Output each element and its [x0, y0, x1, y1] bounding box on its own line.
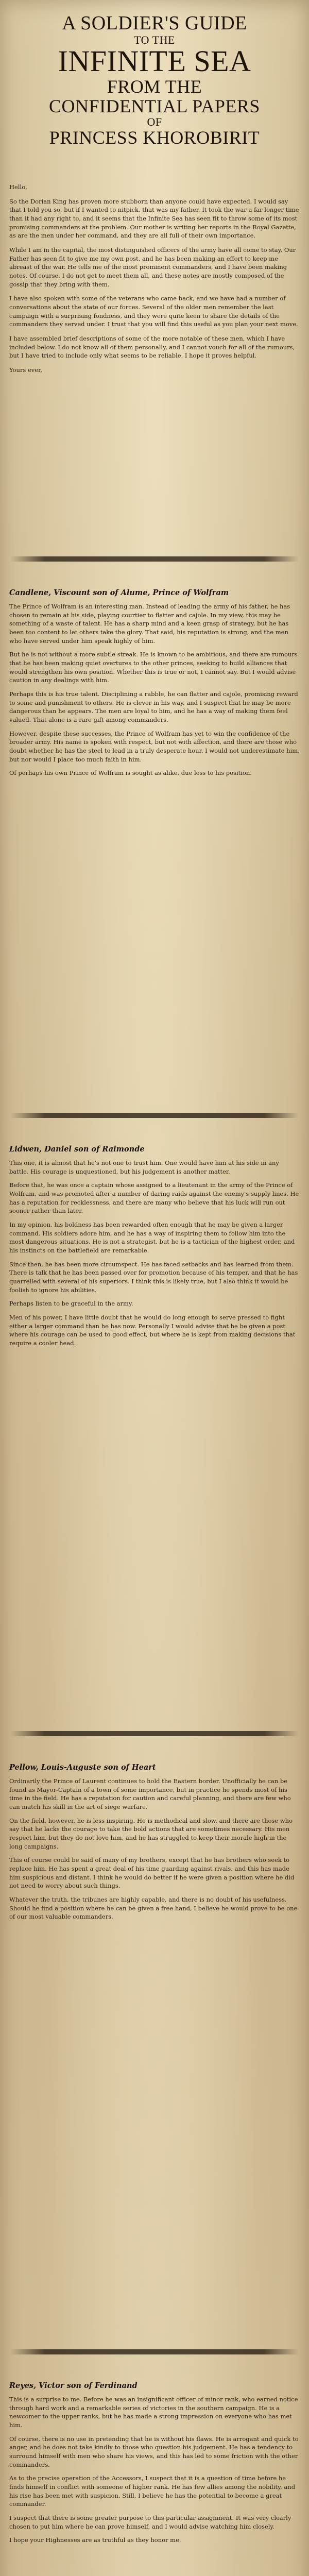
section-paragraph: Ordinarily the Prince of Laurent continues to hold the Eastern border. Unofficially he can be found as Mayor-Captain of a town of some importance, but in practice he spends most of his time in the field. He has a reputation for caution and careful planning, and there are few who can match his skill in the art of siege warfare. [9, 1777, 291, 1811]
section-paragraph: I suspect that there is some greater purpose to this particular assignment. It was very clearly chosen to put him where he can prove himself, and I would advise watching him closely. [9, 2514, 291, 2530]
intro-paragraph: So the Dorian King has proven more stubborn than anyone could have expected. I would say that I told you so, but if I wanted to nitpick, that was my father. It took the war a far longer time than it had any right to, and it seems that the Infinite Sea has seen fit to throw some of its most promising commanders at the problem. Our mother is writing her reports in the Royal Gazette, as are the men under her command, and they are all full of their own importance. [9, 197, 299, 240]
intro-paragraph: I have assembled brief descriptions of some of the more notable of these men, which I have included below. I do not know all of them personally, and I cannot vouch for all of the rumours, but I have tried to include only what seems to be reliable. I hope it proves helpful. [9, 335, 295, 360]
intro-letter [9, 183, 300, 380]
section-paragraph: Perhaps listen to be graceful in the army. [9, 1300, 133, 1308]
section-heading: Pellow, Louis-Auguste son of Heart [9, 1763, 156, 1772]
section-divider [10, 1731, 299, 1736]
section-pellow [9, 1762, 300, 1926]
section-paragraph: Since then, he has been more circumspect. He has faced setbacks and has learned from them. There is talk that he has been passed over for promotion because of his temper, and that he has quarrelled with several of his superiors. I think this is likely true, but I also think it would be foolish to ignore his abilities. [9, 1260, 298, 1294]
intro-paragraph: I have also spoken with some of the veterans who came back, and we have had a number of conversations about the state of our forces. Several of the older men remember the last campaign with a surprising fondness, and they were quite keen to share the details of the commanders they served under. I trust that you will find this useful as you plan your next move. [9, 295, 298, 328]
title-line-1: A SOLDIER'S GUIDE [62, 12, 247, 34]
section-paragraph: This is a surprise to me. Before he was an insignificant officer of minor rank, who earned notice through hard work and a remarkable series of victories in the southern campaign. He is a newcomer to the upper ranks, but he has made a strong impression on everyone who has met him. [9, 2396, 298, 2429]
section-paragraph: Of course, there is no use in pretending that he is without his flaws. He is arrogant and quick to anger, and he does not take kindly to those who question his judgement. He has a tendency to surround himself with men who share his views, and this has led to some friction with the other commanders. [9, 2435, 299, 2468]
section-paragraph: But he is not without a more subtle streak. He is known to be ambitious, and there are rumours that he has been making quiet overtures to the other princes, seeking to build alliances that would strengthen his own position. Whether this is true or not, I cannot say. But I would advise caution in any dealings with him. [9, 651, 298, 684]
title-line-3: INFINITE SEA [58, 44, 251, 78]
section-paragraph: Before that, he was once a captain whose assigned to a lieutenant in the army of the Prince of Wolfram, and was promoted after a number of daring raids against the enemy's supply lines. He has a reputation for recklessness, and there are many who believe that his luck will run out sooner rather than later. [9, 1181, 299, 1215]
section-paragraph: This one, it is almost that he's not one to trust him. One would have him at his side in any battle. His courage is unquestioned, but his judgement is another matter. [9, 1159, 279, 1175]
section-reyes [9, 2380, 300, 2550]
section-heading: Reyes, Victor son of Ferdinand [9, 2381, 138, 2390]
title-line-7: PRINCESS KHOROBIRIT [49, 127, 260, 148]
section-paragraph: The Prince of Wolfram is an interesting man. Instead of leading the army of his father, he has chosen to remain at his side, playing courtier to flatter and cajole. In my view, this may be something of a waste of talent. He has a sharp mind and a keen grasp of strategy, but he has been too content to let others take the glory. That said, his reputation is strong, and the men who have served under him speak highly of him. [9, 603, 290, 645]
title-line-6: OF [147, 115, 162, 129]
intro-signature: Yours ever, [9, 366, 42, 374]
section-divider [10, 556, 299, 562]
section-paragraph: I hope your Highnesses are as truthful as they honor me. [9, 2536, 181, 2544]
section-paragraph: Perhaps this is his true talent. Disciplining a rabble, he can flatter and cajole, promising reward to some and punishment to others. He is clever in his way, and I suspect that he may be more dangerous than he appears. The men are loyal to him, and he has a way of making them feel valued. That alone is a rare gift among commanders. [9, 690, 298, 724]
intro-paragraph: While I am in the capital, the most distinguished officers of the army have all come to stay. Our Father has seen fit to give me my own post, and he has been making an effort to keep me abreast of the war. He tells me of the most prominent commanders, and I have been making notes. Of course, I do not get to meet them all, and these notes are mostly composed of the gossip that they bring with them. [9, 246, 296, 288]
section-divider [10, 1113, 299, 1118]
title-line-5: CONFIDENTIAL PAPERS [49, 95, 260, 116]
section-paragraph: On the field, however, he is less inspiring. He is methodical and slow, and there are those who say that he lacks the courage to take the bold actions that are sometimes necessary. His men respect him, but they do not love him, and he has struggled to keep their morale high in the long campaigns. [9, 1817, 293, 1850]
section-lidwen [9, 1144, 300, 1353]
section-heading: Lidwen, Daniel son of Raimonde [9, 1145, 145, 1154]
section-paragraph: Men of his power, I have little doubt that he would do long enough to serve pressed to fight either a larger command than he has now. Personally I would advise that he be given a post where his courage can be used to good effect, but where he is kept from making decisions that require a cooler head. [9, 1314, 296, 1347]
section-paragraph: In my opinion, his boldness has been rewarded often enough that he may be given a larger command. His soldiers adore him, and he has a way of inspiring them to follow him into the most dangerous situations. He is not a strategist, but he is a tactician of the highest order, and his instincts on the battlefield are remarkable. [9, 1221, 295, 1255]
intro-paragraph: Hello, [9, 183, 27, 191]
section-paragraph: However, despite these successes, the Prince of Wolfram has yet to win the confidence of the broader army. His name is spoken with respect, but not with affection, and there are those who doubt whether he has the steel to lead in a truly desperate hour. I would not underestimate him, but nor would I place too much faith in him. [9, 730, 300, 763]
section-paragraph: Of perhaps his own Prince of Wolfram is sought as alike, due less to his position. [9, 769, 252, 777]
title-line-4: FROM THE [107, 76, 202, 97]
section-paragraph: Whatever the truth, the tribunes are highly capable, and there is no doubt of his usefulness. Should he find a position where he can be given a free hand, I believe he would prove to be one of our most valuable commanders. [9, 1896, 298, 1921]
title-block [0, 0, 309, 185]
section-candlene [9, 587, 300, 783]
section-paragraph: As to the precise operation of the Accessors, I suspect that it is a question of time before he finds himself in conflict with someone of higher rank. He has few allies among the nobility, and his rise has been met with suspicion. Still, I believe he has the potential to become a great commander. [9, 2475, 296, 2508]
title-line-2: TO THE [134, 33, 175, 46]
section-paragraph: This of course could be said of many of my brothers, except that he has brothers who seek to replace him. He has spent a great deal of his time guarding against rivals, and this has made him suspicious and distant. I think he would do better if he were given a position where he did not need to worry about such things. [9, 1856, 295, 1890]
section-heading: Candlene, Viscount son of Alume, Prince of Wolfram [9, 588, 229, 597]
section-divider [10, 2349, 299, 2354]
